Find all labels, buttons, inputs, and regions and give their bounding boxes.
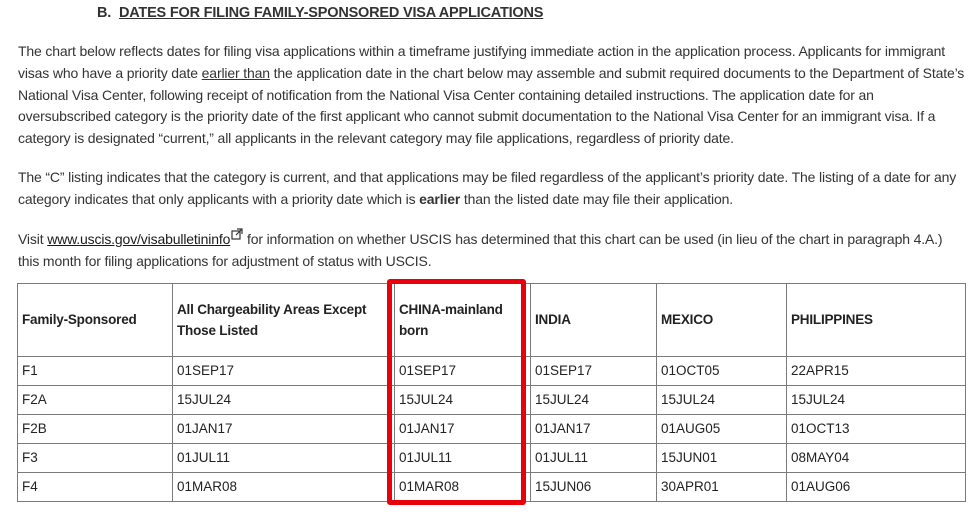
- cell-category: F2B: [18, 415, 173, 444]
- cell-category: F3: [18, 444, 173, 473]
- cell-category: F4: [18, 473, 173, 502]
- cell-mexico: 30APR01: [657, 473, 787, 502]
- table-row: [18, 473, 966, 502]
- cell-mexico: 01OCT05: [657, 357, 787, 386]
- paragraph1-part2: the application date in the chart below may assemble and submit required documents to the Department of State’s National Visa Center, following receipt of notification from the National Visa Center containing detailed instructions. The application date for an oversubscribed category is the priority date of the first applicant who cannot submit documentation to the National Visa Center for an immigrant visa. If a category is designated “current,” all applicants in the relevant category may file applications, regardless of priority date.: [18, 64, 965, 147]
- cell-philippines: 22APR15: [787, 357, 966, 386]
- cell-all-areas: 01MAR08: [173, 473, 395, 502]
- paragraph-current-listing: [18, 167, 966, 211]
- cell-all-areas: 15JUL24: [173, 386, 395, 415]
- external-link-icon[interactable]: [231, 228, 243, 240]
- paragraph-filing-chart: [18, 41, 966, 150]
- paragraph1-part1: The chart below reflects dates for filing visa applications within a timeframe justifying immediate action in the application process. Applicants for immigrant visas who have a priority date: [18, 43, 946, 81]
- paragraph3-suffix: for information on whether USCIS has determined that this chart can be used (in lieu of the chart in paragraph 4.A.) this month for filing applications for adjustment of status with USCIS.: [18, 231, 943, 269]
- paragraph1-emphasis: earlier than: [201, 64, 270, 81]
- cell-india: 01SEP17: [531, 357, 657, 386]
- cell-india: 15JUL24: [531, 386, 657, 415]
- section-title: DATES FOR FILING FAMILY-SPONSORED VISA APPLICATIONS: [118, 5, 544, 21]
- table-row: [18, 386, 966, 415]
- cell-philippines: 01OCT13: [787, 415, 966, 444]
- header-china-mainland: CHINA-mainland born: [395, 284, 531, 357]
- cell-category: F1: [18, 357, 173, 386]
- cell-china: 01JAN17: [395, 415, 531, 444]
- cell-philippines: 01AUG06: [787, 473, 966, 502]
- cell-china: 01SEP17: [395, 357, 531, 386]
- cell-mexico: 15JUN01: [657, 444, 787, 473]
- header-india: INDIA: [531, 284, 657, 357]
- cell-all-areas: 01JUL11: [173, 444, 395, 473]
- paragraph-uscis-visit: [18, 228, 966, 273]
- header-mexico: MEXICO: [657, 284, 787, 357]
- cell-all-areas: 01SEP17: [173, 357, 395, 386]
- paragraph2-emphasis: earlier: [419, 190, 461, 207]
- cell-india: 01JUL11: [531, 444, 657, 473]
- family-sponsored-dates-table: [17, 283, 966, 502]
- header-philippines: PHILIPPINES: [787, 284, 966, 357]
- section-letter: B.: [97, 5, 112, 21]
- section-heading: [97, 5, 543, 21]
- cell-india: 15JUN06: [531, 473, 657, 502]
- paragraph2-part1: The “C” listing indicates that the category is current, and that applications may be filed regardless of the applicant’s priority date. The listing of a date for any category indicates that only applicants with a priority date which is: [18, 169, 957, 207]
- cell-mexico: 01AUG05: [657, 415, 787, 444]
- paragraph3-prefix: Visit: [18, 231, 48, 247]
- table-row: [18, 357, 966, 386]
- cell-all-areas: 01JAN17: [173, 415, 395, 444]
- header-all-chargeability: All Chargeability Areas Except Those Listed: [173, 284, 395, 357]
- table-row: [18, 444, 966, 473]
- cell-category: F2A: [18, 386, 173, 415]
- table-header-row: [18, 284, 966, 357]
- uscis-visa-bulletin-link[interactable]: www.uscis.gov/visabulletininfo: [47, 231, 231, 247]
- cell-mexico: 15JUL24: [657, 386, 787, 415]
- cell-china: 15JUL24: [395, 386, 531, 415]
- header-family-sponsored: Family-Sponsored: [18, 284, 173, 357]
- cell-philippines: 15JUL24: [787, 386, 966, 415]
- cell-china: 01JUL11: [395, 444, 531, 473]
- cell-china: 01MAR08: [395, 473, 531, 502]
- cell-india: 01JAN17: [531, 415, 657, 444]
- cell-philippines: 08MAY04: [787, 444, 966, 473]
- table-row: [18, 415, 966, 444]
- paragraph2-part2: than the listed date may file their application.: [460, 190, 733, 207]
